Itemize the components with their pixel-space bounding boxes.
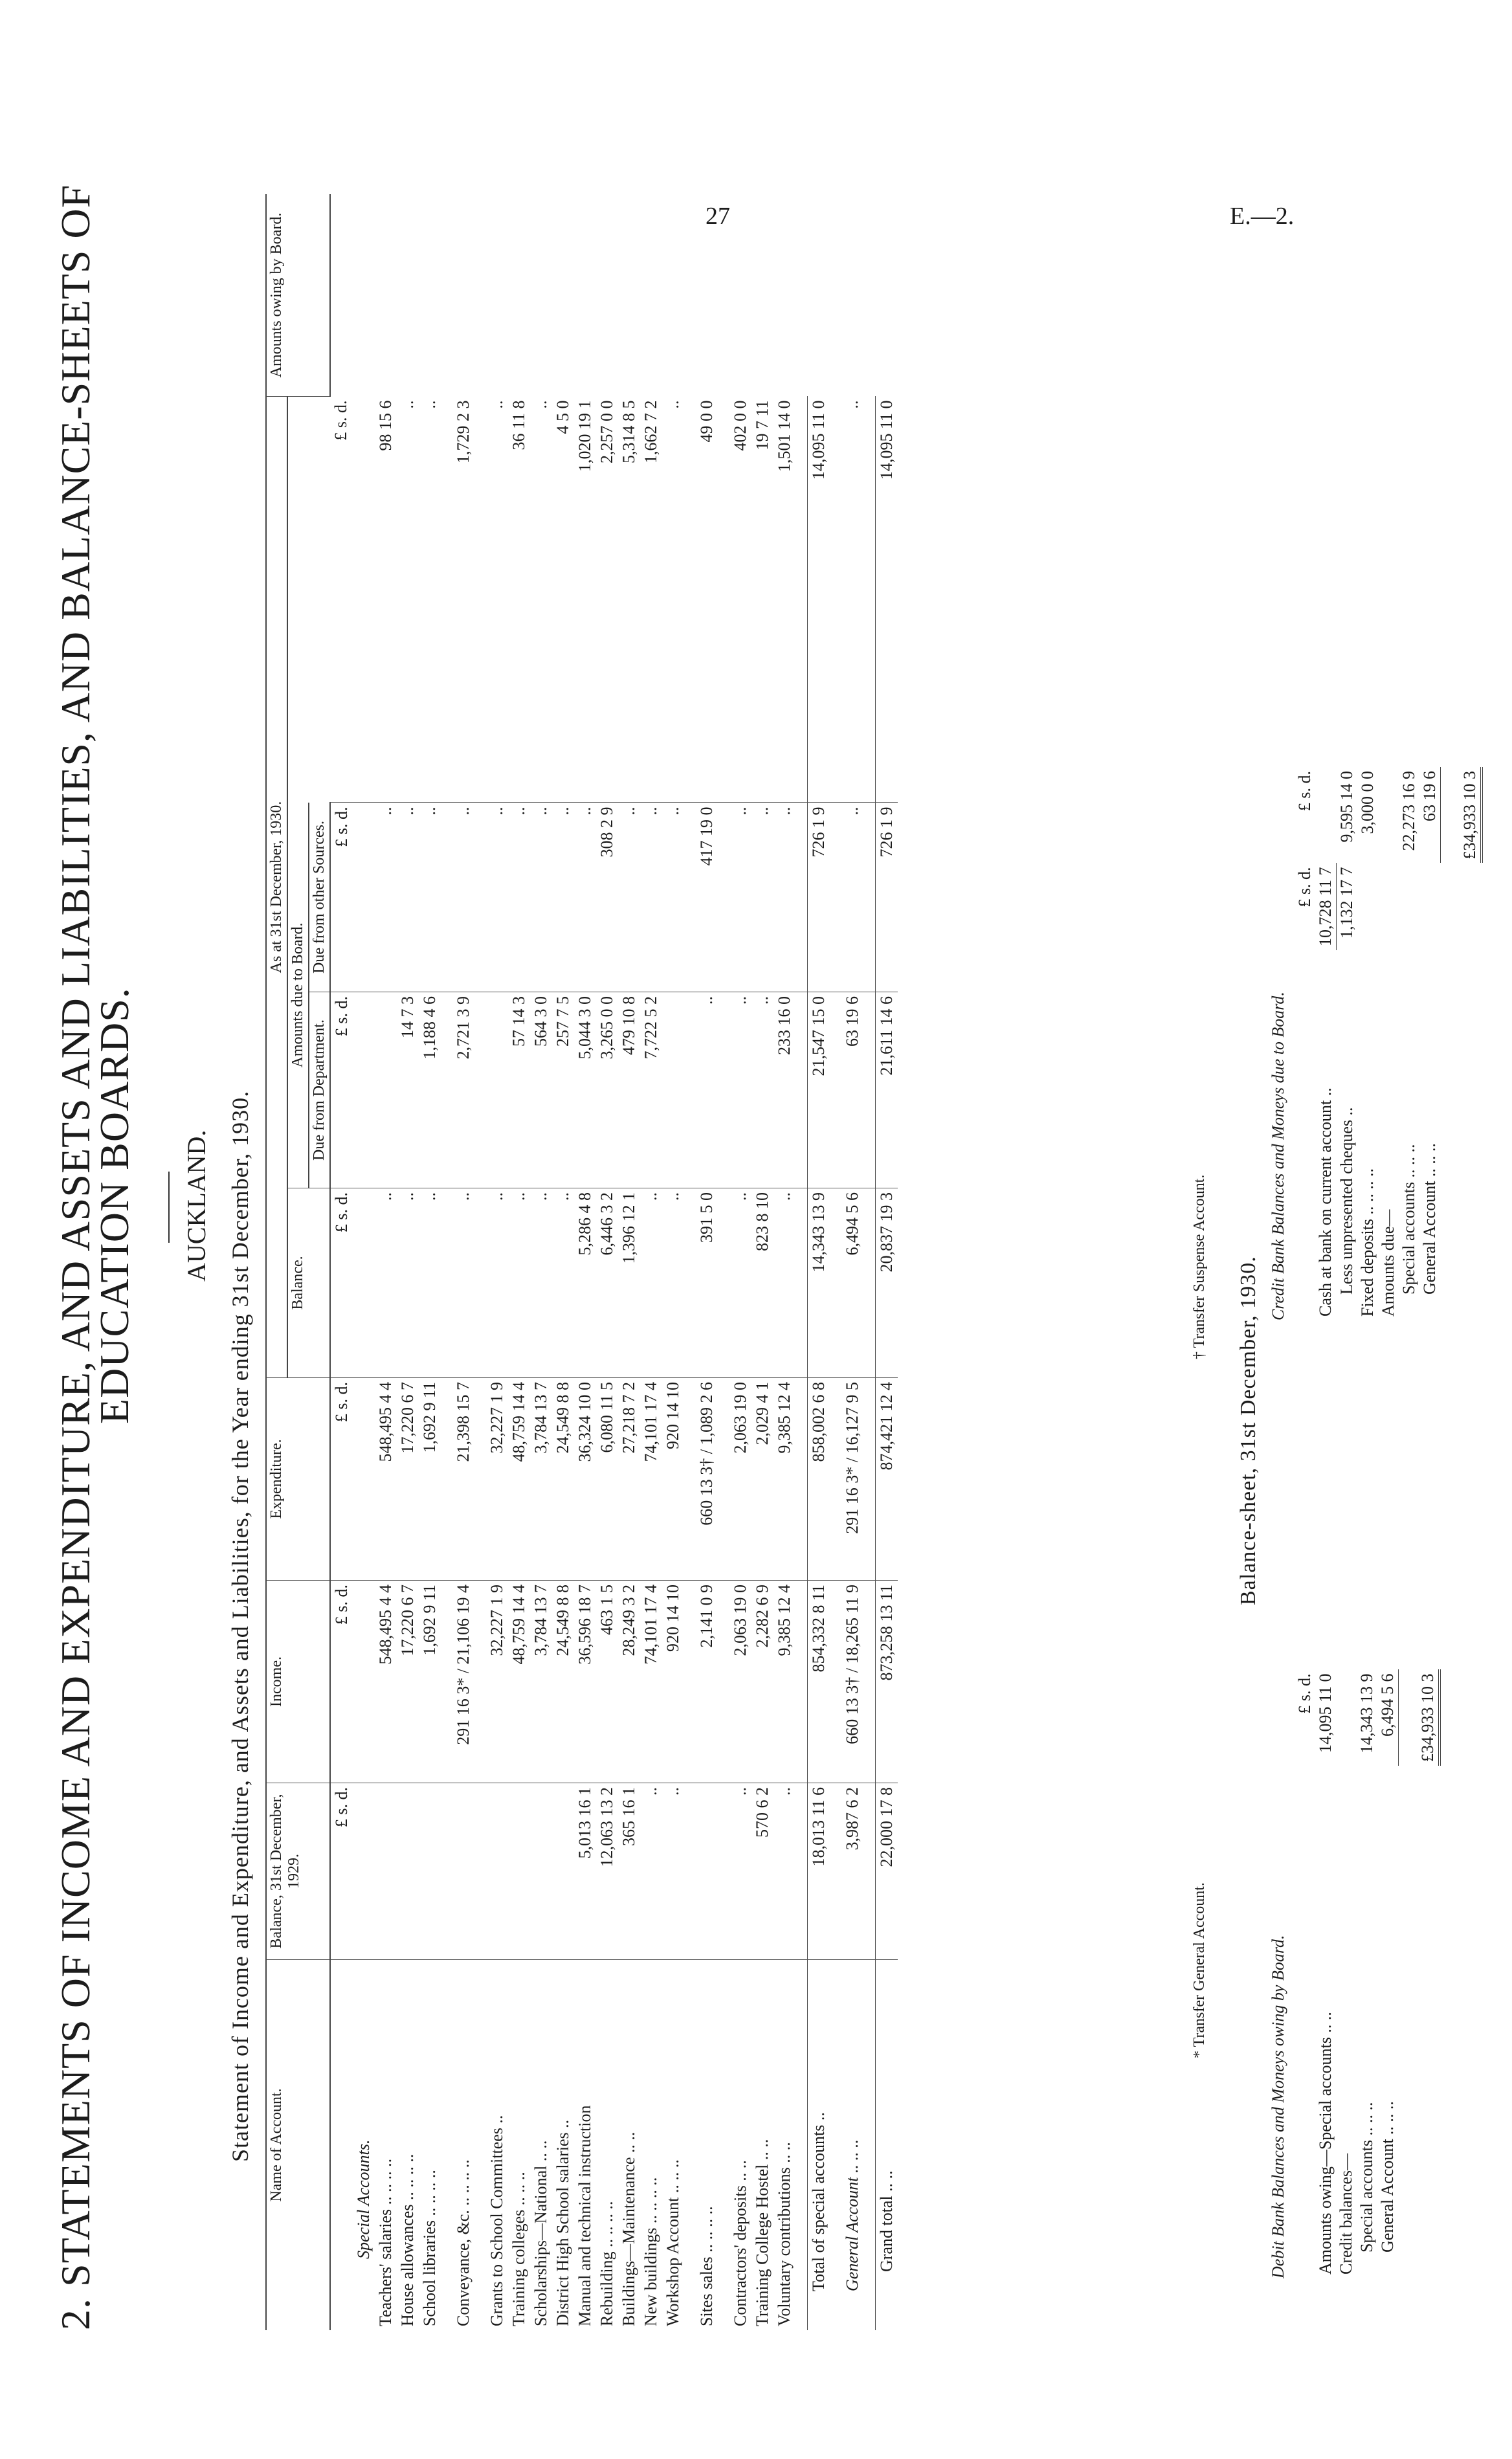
cell-inc: 17,220 6 7 [397,1581,419,1783]
cell-bal29 [419,1783,441,1960]
credit-value: 9,595 14 0 [1337,770,1356,843]
cell-inc: 548,495 4 4 [375,1581,397,1783]
cell-owing: 19 7 11 [751,397,773,803]
cell-inc: 74,101 17 4 [640,1581,662,1783]
debit-label: Credit balances— [1337,2153,1355,2275]
lsd-label: £ s. d. [330,1783,353,1960]
cell-exp: 858,002 6 8 [808,1378,830,1581]
cell-owing: 98 15 6 [375,397,397,803]
cell-other: .. [486,803,508,992]
account-name: House allowances .. .. .. .. [398,2153,417,2326]
credit-value: 3,000 0 0 [1358,770,1377,834]
col-expenditure-header: Expenditure. [266,1378,330,1581]
cell-inc: 32,227 1 9 [486,1581,508,1783]
table-row [662,194,684,2330]
cell-owing: .. [419,397,441,803]
footnote-transfer-general: * Transfer General Account. [1191,1882,1208,2058]
account-name: Conveyance, &c. .. .. .. .. [454,2159,472,2326]
region-title: AUCKLAND. [182,1129,211,1282]
cell-bal29: .. [640,1783,662,1960]
cell-bal29: 570 6 2 [751,1783,773,1960]
cell-dept: 564 3 0 [530,992,552,1188]
cell-other: .. [508,803,530,992]
cell-dept: 3,265 0 0 [596,992,618,1188]
cell-other: 726 1 9 [808,803,830,992]
col-due-other-header: Due from other Sources. [309,803,330,992]
cell-exp: 920 14 10 [662,1378,684,1581]
cell-bal: 5,286 4 8 [574,1188,596,1378]
cell-dept: 479 10 8 [618,992,640,1188]
credit-label: Special accounts .. .. .. [1399,1144,1418,1295]
account-name: New buildings .. .. .. .. [641,2177,660,2326]
cell-bal29: 22,000 17 8 [876,1783,898,1960]
col-balance-1929-header: Balance, 31st December, 1929. [266,1783,330,1960]
credit-heading: Credit Bank Balances and Moneys due to Board. [1269,992,1287,1320]
cell-bal29 [486,1783,508,1960]
cell-owing: .. [530,397,552,803]
table-row [530,194,552,2330]
cell-bal29 [375,1783,397,1960]
cell-bal29 [696,1783,718,1960]
credit-label: Less unpresented cheques .. [1337,1107,1356,1295]
cell-bal29: 3,987 6 2 [841,1783,863,1960]
cell-bal29: .. [729,1783,751,1960]
cell-bal: 823 8 10 [751,1188,773,1378]
cell-owing: 14,095 11 0 [876,397,898,803]
rotated-page-content [52,129,1479,2330]
credit-value [1378,767,1399,863]
cell-bal: .. [508,1188,530,1378]
account-name: Buildings—Maintenance .. .. [619,2131,638,2326]
table-row [452,194,474,2330]
col-due-dept-header: Due from Department. [309,992,330,1188]
lsd-label: £ s. d. [330,992,353,1188]
cell-other: .. [662,803,684,992]
col-bal-header: Balance. [287,1188,330,1378]
cell-bal: .. [552,1188,574,1378]
cell-bal29: 18,013 11 6 [808,1783,830,1960]
cell-dept: .. [729,992,751,1188]
cell-bal: 391 5 0 [696,1188,718,1378]
debit-label: General Account .. .. .. [1378,2101,1397,2253]
cell-bal: .. [397,1188,419,1378]
credit-total: £34,933 10 3 [1441,767,1482,863]
lsd-label: £ s. d. [330,1188,353,1378]
cell-inc: 920 14 10 [662,1581,684,1783]
cell-exp: 6,080 11 5 [596,1378,618,1581]
cell-dept: 233 16 0 [773,992,795,1188]
cell-bal29: 5,013 16 1 [574,1783,596,1960]
table-row [618,194,640,2330]
cell-dept: 257 7 5 [552,992,574,1188]
document-reference: E.—2. [1230,203,1295,230]
debit-side [1295,1670,1441,2279]
credit-sub-value: 1,132 17 7 [1337,863,1358,950]
cell-dept: 2,721 3 9 [452,992,474,1188]
cell-dept: 63 19 6 [841,992,863,1188]
cell-dept: .. [696,992,718,1188]
table-row [552,194,574,2330]
cell-exp: 48,759 14 4 [508,1378,530,1581]
cell-exp: 548,495 4 4 [375,1378,397,1581]
cell-exp: 874,421 12 4 [876,1378,898,1581]
table-row [486,194,508,2330]
cell-dept: 7,722 5 2 [640,992,662,1188]
cell-dept: .. [751,992,773,1188]
cell-bal29 [530,1783,552,1960]
cell-inc: 854,332 8 11 [808,1581,830,1783]
cell-owing: 1,729 2 3 [452,397,474,803]
cell-inc: 24,549 8 8 [552,1581,574,1783]
cell-other: .. [729,803,751,992]
section-heading-special: Special Accounts. [354,2139,373,2259]
cell-dept: 57 14 3 [508,992,530,1188]
cell-inc: 463 1 5 [596,1581,618,1783]
accounts-table [265,194,898,2330]
account-name: Training colleges .. .. .. [509,2172,528,2326]
cell-owing: .. [662,397,684,803]
footnote-transfer-suspense: † Transfer Suspense Account. [1191,1174,1208,1359]
cell-dept: 14 7 3 [397,992,419,1188]
credit-value: 22,273 16 9 [1399,770,1418,851]
cell-exp: 24,549 8 8 [552,1378,574,1581]
cell-owing: 2,257 0 0 [596,397,618,803]
cell-exp: 2,029 4 1 [751,1378,773,1581]
col-income-header: Income. [266,1581,330,1783]
cell-bal: .. [773,1188,795,1378]
cell-owing: 14,095 11 0 [808,397,830,803]
debit-value [1336,1670,1357,1766]
debit-value: 14,343 13 9 [1357,1673,1376,1753]
cell-other: .. [552,803,574,992]
col-name-header: Name of Account. [266,1960,330,2331]
cell-bal29: .. [773,1783,795,1960]
cell-bal: .. [729,1188,751,1378]
cell-exp: 74,101 17 4 [640,1378,662,1581]
cell-bal: 20,837 19 3 [876,1188,898,1378]
cell-exp: 660 13 3† / 1,089 2 6 [696,1378,718,1581]
cell-bal29 [508,1783,530,1960]
col-owing-header: Amounts owing by Board. [266,194,330,397]
cell-bal29 [552,1783,574,1960]
cell-inc: 48,759 14 4 [508,1581,530,1783]
cell-other: .. [530,803,552,992]
debit-value: 14,095 11 0 [1316,1673,1335,1753]
table-row [397,194,419,2330]
cell-inc: 2,282 6 9 [751,1581,773,1783]
cell-other: 726 1 9 [876,803,898,992]
account-name: General Account .. .. .. [843,2139,862,2291]
account-name: Grants to School Committees .. [487,2115,506,2326]
cell-bal: .. [419,1188,441,1378]
credit-value [1315,767,1337,863]
account-name: Sites sales .. .. .. .. [697,2206,716,2326]
cell-bal: 1,396 12 1 [618,1188,640,1378]
table-row [574,194,596,2330]
account-name: Rebuilding .. .. .. .. [597,2201,616,2326]
cell-inc: 2,141 0 9 [696,1581,718,1783]
cell-bal29 [452,1783,474,1960]
cell-bal: .. [530,1188,552,1378]
table-row [596,194,618,2330]
cell-inc: 1,692 9 11 [419,1581,441,1783]
cell-other: .. [419,803,441,992]
account-name: Scholarships—National .. .. [531,2140,550,2326]
cell-inc: 291 16 3* / 21,106 19 4 [452,1581,474,1783]
cell-exp: 21,398 15 7 [452,1378,474,1581]
account-name: Voluntary contributions .. .. [775,2142,794,2326]
cell-bal: .. [452,1188,474,1378]
account-name: Manual and technical instruction [575,2105,594,2326]
cell-inc: 660 13 3† / 18,265 11 9 [841,1581,863,1783]
cell-bal29 [397,1783,419,1960]
lsd-label: £ s. d. [1295,867,1314,907]
cell-other: .. [375,803,397,992]
credit-label: Cash at bank on current account .. [1316,1087,1335,1317]
cell-bal: .. [486,1188,508,1378]
debit-value: 6,494 5 6 [1378,1673,1397,1737]
cell-exp: 3,784 13 7 [530,1378,552,1581]
cell-exp: 9,385 12 4 [773,1378,795,1581]
cell-other: .. [618,803,640,992]
table-row [375,194,397,2330]
cell-exp: 17,220 6 7 [397,1378,419,1581]
cell-other: .. [574,803,596,992]
cell-dept: 21,547 15 0 [808,992,830,1188]
cell-exp: 1,692 9 11 [419,1378,441,1581]
lsd-label: £ s. d. [330,397,353,803]
lsd-label: £ s. d. [330,1581,353,1783]
debit-label: Amounts owing—Special accounts .. .. [1316,2012,1335,2275]
cell-owing: 1,501 14 0 [773,397,795,803]
table-row [419,194,441,2330]
cell-owing: 402 0 0 [729,397,751,803]
cell-bal: 14,343 13 9 [808,1188,830,1378]
cell-owing: .. [486,397,508,803]
lsd-label: £ s. d. [1295,770,1314,812]
cell-owing: 5,314 8 5 [618,397,640,803]
cell-dept [486,992,508,1188]
cell-bal29: .. [662,1783,684,1960]
cell-inc: 36,596 18 7 [574,1581,596,1783]
cell-inc: 28,249 3 2 [618,1581,640,1783]
cell-other: .. [773,803,795,992]
cell-owing: 49 0 0 [696,397,718,803]
cell-bal: .. [375,1188,397,1378]
cell-bal: 6,494 5 6 [841,1188,863,1378]
credit-label: General Account .. .. .. [1420,1143,1440,1295]
debit-total: £34,933 10 3 [1399,1670,1440,1766]
debit-heading: Debit Bank Balances and Moneys owing by Board. [1269,1935,1287,2278]
cell-exp: 32,227 1 9 [486,1378,508,1581]
cell-bal: .. [662,1188,684,1378]
heading-line-2: EDUCATION BOARDS. [91,987,137,1424]
account-name: Contractors' deposits .. .. [731,2160,750,2326]
credit-side [1295,767,1483,1320]
cell-other: .. [640,803,662,992]
account-name: School libraries .. .. .. .. [420,2170,439,2326]
cell-exp: 27,218 7 2 [618,1378,640,1581]
account-name: Workshop Account .. .. .. [663,2159,682,2326]
cell-other: .. [452,803,474,992]
cell-owing: .. [841,397,863,803]
cell-other: .. [751,803,773,992]
table-row [841,194,863,2330]
cell-dept [662,992,684,1188]
lsd-label: £ s. d. [1295,1673,1314,1714]
cell-owing: 1,662 7 2 [640,397,662,803]
cell-other: .. [841,803,863,992]
account-name: Training College Hostel .. .. [753,2139,772,2326]
debit-label: Special accounts .. .. .. [1357,2102,1376,2253]
table-row [808,194,830,2330]
table-row [640,194,662,2330]
cell-exp: 2,063 19 0 [729,1378,751,1581]
cell-other: .. [397,803,419,992]
cell-inc: 2,063 19 0 [729,1581,751,1783]
lsd-label: £ s. d. [330,1378,353,1581]
page-number: 27 [706,203,730,230]
col-asat-header: As at 31st December, 1930. [266,397,287,1378]
account-name: Grand total .. .. [876,1960,898,2331]
lsd-label: £ s. d. [330,803,353,992]
credit-label: Fixed deposits .. .. .. .. [1358,1168,1377,1317]
cell-bal29: 365 16 1 [618,1783,640,1960]
cell-dept: 21,611 14 6 [876,992,898,1188]
credit-sub-value: 10,728 11 7 [1316,867,1335,946]
col-due-board-header: Amounts due to Board. [287,803,309,1188]
credit-value: 63 19 6 [1420,770,1439,821]
table-row [773,194,795,2330]
cell-dept [375,992,397,1188]
cell-owing: .. [397,397,419,803]
cell-inc: 3,784 13 7 [530,1581,552,1783]
account-name: District High School salaries .. [553,2119,572,2326]
table-row [508,194,530,2330]
cell-other: 308 2 9 [596,803,618,992]
heading-line-1: 2. STATEMENTS OF INCOME AND EXPENDITURE, AND ASSETS AND LIABILITIES, AND BALANCE-SHEETS OF [52,184,98,2330]
cell-dept: 1,188 4 6 [419,992,441,1188]
table-row [751,194,773,2330]
cell-inc: 9,385 12 4 [773,1581,795,1783]
account-name: Teachers' salaries .. .. .. .. [376,2158,395,2326]
cell-exp: 291 16 3* / 16,127 9 5 [841,1378,863,1581]
cell-owing: 1,020 19 1 [574,397,596,803]
credit-label: Amounts due— [1379,1209,1397,1317]
cell-other: 417 19 0 [696,803,718,992]
table-row [729,194,751,2330]
divider [168,1172,170,1243]
cell-exp: 36,324 10 0 [574,1378,596,1581]
account-name: Total of special accounts .. [808,1960,830,2331]
cell-dept: 5,044 3 0 [574,992,596,1188]
table-row [876,194,898,2330]
balance-sheet-title: Balance-sheet, 31st December, 1930. [1236,1256,1260,1605]
cell-inc: 873,258 13 11 [876,1581,898,1783]
statement-title: Statement of Income and Expenditure, and Assets and Liabilities, for the Year ending 31st December, 1930. [227,1090,253,2162]
table-row [696,194,718,2330]
cell-bal29: 12,063 13 2 [596,1783,618,1960]
cell-bal: .. [640,1188,662,1378]
cell-bal: 6,446 3 2 [596,1188,618,1378]
cell-owing: 36 11 8 [508,397,530,803]
cell-owing: 4 5 0 [552,397,574,803]
